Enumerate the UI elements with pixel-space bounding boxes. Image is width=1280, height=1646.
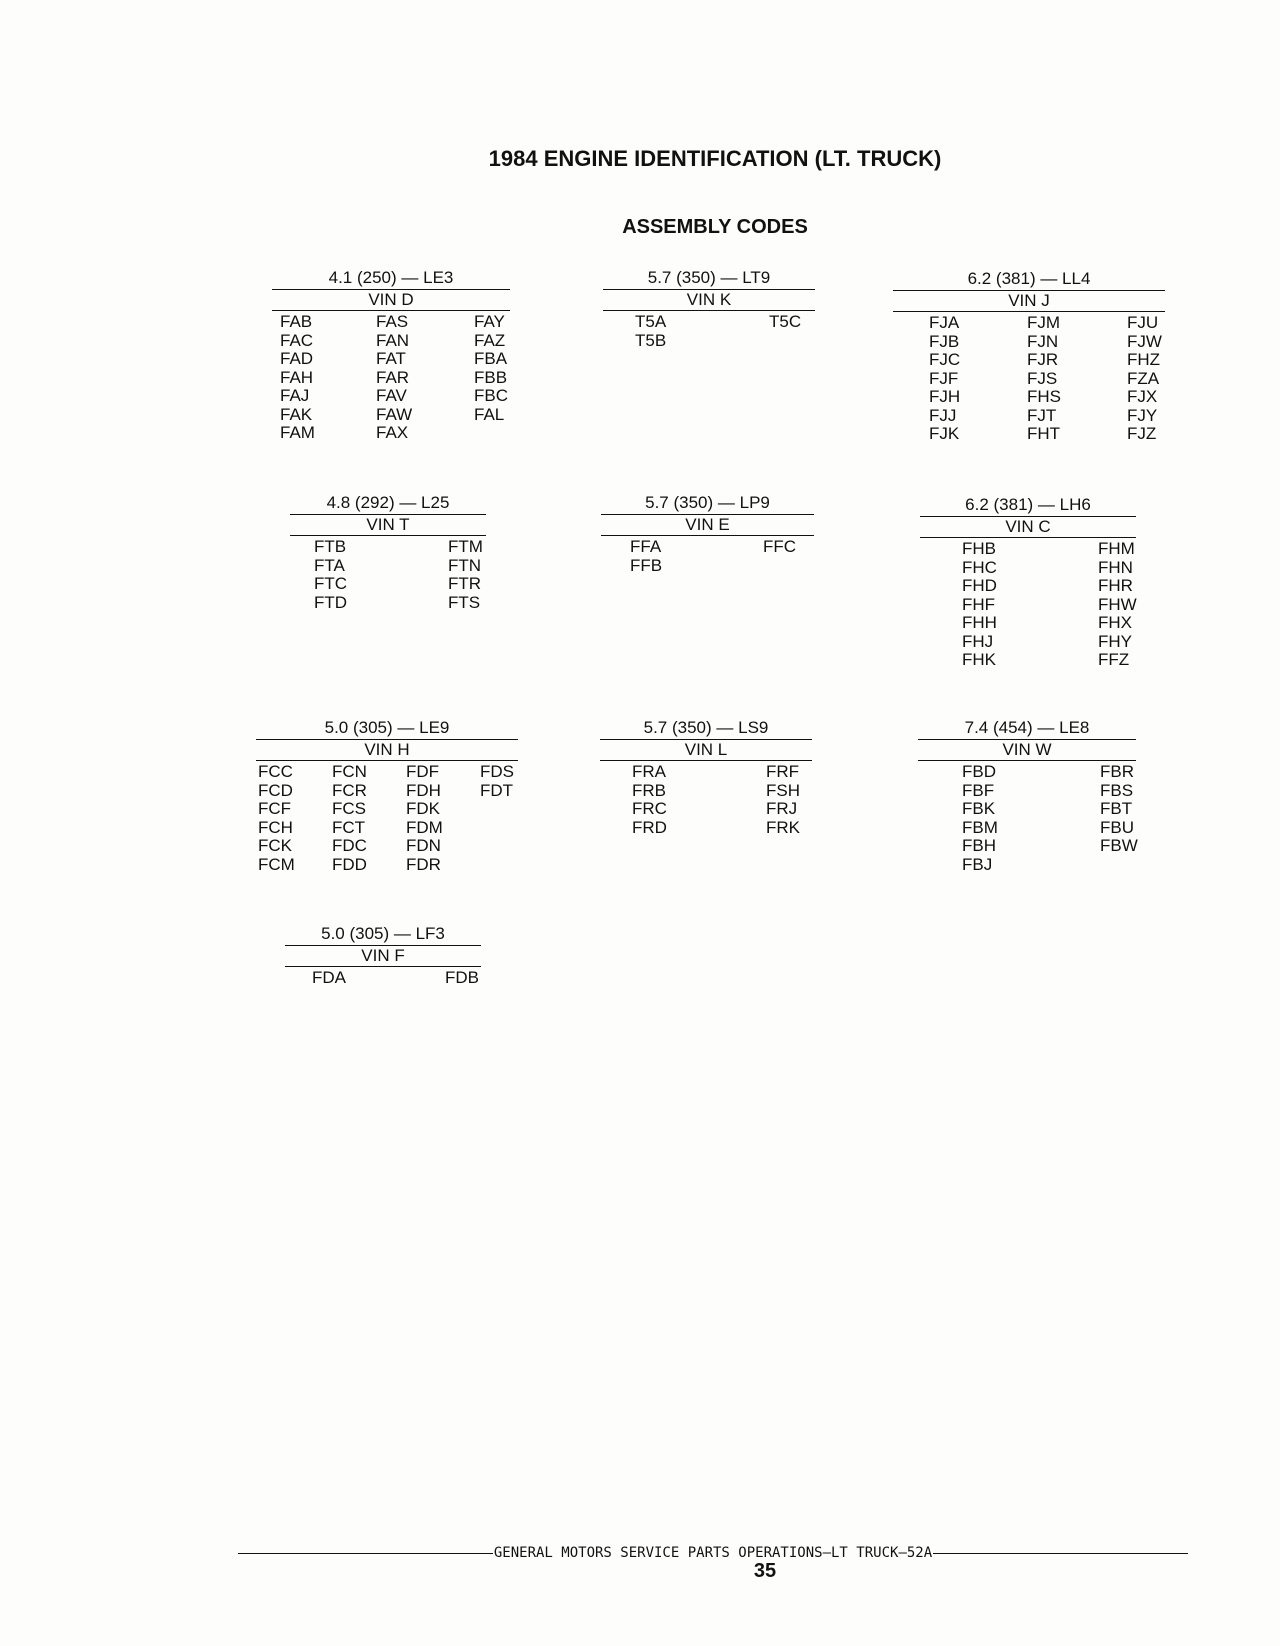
assembly-code: FHM [1098,539,1135,558]
assembly-code: FHT [1027,424,1061,443]
assembly-code: FCK [258,836,292,855]
assembly-code: FBH [962,836,996,855]
assembly-code: FTM [448,537,483,556]
assembly-code: FDS [480,762,514,781]
vin-heading: VIN W [918,740,1136,761]
assembly-code: FBT [1100,799,1133,818]
engine-heading: 5.7 (350) — LT9 [603,268,815,290]
assembly-code-list [601,538,814,575]
engine-block [893,269,1165,444]
assembly-code-list [920,540,1136,670]
assembly-code: FHB [962,539,996,558]
assembly-code: FTA [314,555,345,575]
code-column [376,313,412,443]
assembly-code: FJB [929,331,960,351]
vin-heading: VIN J [893,291,1165,312]
assembly-code: T5B [635,330,667,350]
assembly-code: FAK [280,404,313,424]
code-column [632,763,667,837]
assembly-code: FHC [962,557,997,577]
code-column [474,313,508,424]
vin-heading: VIN F [285,946,481,967]
footer [238,1545,1188,1561]
assembly-code-list [290,538,486,612]
code-column [766,763,800,837]
assembly-code: FRA [632,762,666,781]
assembly-code: FJW [1127,331,1162,351]
assembly-code: FTR [448,574,482,593]
assembly-code: FDC [332,836,367,855]
assembly-code: FCF [258,799,292,818]
assembly-code: FCM [258,854,295,874]
footer-rule-right [933,1553,1188,1554]
engine-block [272,268,510,443]
code-column [962,763,998,874]
assembly-code: FAH [280,367,314,387]
engine-heading: 4.1 (250) — LE3 [272,268,510,290]
assembly-code: FAM [280,423,315,442]
assembly-code: FRJ [766,799,798,818]
vin-heading: VIN E [601,515,814,536]
assembly-code: FBA [474,349,508,368]
code-column [332,763,367,874]
assembly-code: FBS [1100,780,1134,800]
assembly-code: FAZ [474,330,506,350]
assembly-code: FBR [1100,762,1134,781]
vin-heading: VIN T [290,515,486,536]
assembly-code: FBC [474,386,508,405]
assembly-code: FHJ [962,631,994,651]
engine-block [256,718,518,874]
code-column [406,763,443,874]
assembly-code: FHF [962,594,996,614]
code-column [1027,314,1061,444]
assembly-code: FCT [332,817,366,837]
assembly-code: FAN [376,330,410,350]
assembly-code: FAJ [280,386,310,405]
assembly-code: FRF [766,762,800,781]
assembly-code: FAY [474,312,505,331]
assembly-code: T5A [635,312,667,331]
assembly-code: FBF [962,780,995,800]
assembly-code: FDB [445,968,479,987]
assembly-code: FBW [1100,836,1138,855]
assembly-code: FAT [376,349,406,368]
engine-heading: 5.0 (305) — LF3 [285,924,481,946]
assembly-code: FDK [406,799,440,818]
assembly-code-list [893,314,1165,444]
assembly-code: FZA [1127,368,1160,388]
assembly-code: FHH [962,613,997,632]
assembly-code: FJX [1127,387,1158,406]
engine-block [918,718,1136,874]
assembly-code-list [600,763,812,837]
assembly-code: FHR [1098,576,1133,595]
engine-block [601,493,814,575]
code-column [1100,763,1138,856]
page-subtitle: ASSEMBLY CODES [622,216,808,238]
page-number: 35 [753,1560,777,1582]
assembly-code: FRC [632,799,667,818]
assembly-code: FHD [962,576,997,595]
assembly-code: FTD [314,592,348,612]
assembly-code: FHX [1098,613,1132,632]
assembly-code: FHY [1098,631,1132,651]
assembly-code-list [603,313,815,350]
vin-heading: VIN D [272,290,510,311]
assembly-code: FJR [1027,350,1059,369]
assembly-code: FDF [406,762,440,781]
assembly-code: FBJ [962,854,993,874]
engine-heading: 5.0 (305) — LE9 [256,718,518,740]
engine-heading: 7.4 (454) — LE8 [918,718,1136,740]
assembly-code: FHZ [1127,350,1161,369]
code-column [635,313,666,350]
assembly-code: FHS [1027,387,1061,406]
assembly-code: FSH [766,780,800,800]
vin-heading: VIN K [603,290,815,311]
engine-heading: 4.8 (292) — L25 [290,493,486,515]
code-column [480,763,514,800]
engine-block [603,268,815,350]
assembly-code: FJY [1127,405,1158,425]
assembly-code-list [285,969,481,988]
assembly-code: FJK [929,424,960,443]
assembly-code: FJZ [1127,424,1157,443]
assembly-code: FJS [1027,368,1058,388]
assembly-code: FCC [258,762,293,781]
vin-heading: VIN L [600,740,812,761]
engine-block [920,495,1136,670]
assembly-code: FFA [630,537,662,556]
engine-heading: 6.2 (381) — LL4 [893,269,1165,291]
assembly-code: FAR [376,367,410,387]
assembly-code: FTB [314,537,347,556]
assembly-code: FAL [474,404,505,424]
footer-text: GENERAL MOTORS SERVICE PARTS OPERATIONS—LT TRUCK—52A [493,1545,933,1561]
assembly-code: FBU [1100,817,1134,837]
assembly-code: FAW [376,404,413,424]
assembly-code: FTC [314,574,348,593]
assembly-code: FBD [962,762,996,781]
assembly-code: FAB [280,312,313,331]
assembly-code: FDA [312,968,346,987]
engine-block [290,493,486,612]
assembly-code: FFB [630,555,663,575]
assembly-code: FJA [929,313,960,332]
assembly-code: FDT [480,780,514,800]
code-column [312,969,346,988]
vin-heading: VIN C [920,517,1136,538]
code-column [445,969,479,988]
engine-block [285,924,481,988]
vin-heading: VIN H [256,740,518,761]
assembly-code: FAS [376,312,409,331]
assembly-code: FCD [258,780,293,800]
assembly-code: T5C [769,312,802,331]
assembly-code-list [272,313,510,443]
code-column [258,763,295,874]
code-column [763,538,796,557]
assembly-code: FDH [406,780,441,800]
assembly-code: FCN [332,762,367,781]
assembly-code: FDM [406,817,443,837]
assembly-code: FCH [258,817,293,837]
assembly-code: FAD [280,349,314,368]
assembly-code: FAV [376,386,407,405]
assembly-code: FJM [1027,313,1061,332]
assembly-code: FRK [766,817,800,837]
page-title: 1984 ENGINE IDENTIFICATION (LT. TRUCK) [488,146,942,171]
engine-heading: 6.2 (381) — LH6 [920,495,1136,517]
code-column [769,313,801,332]
assembly-code: FTS [448,592,481,612]
assembly-code: FJJ [929,405,957,425]
engine-heading: 5.7 (350) — LP9 [601,493,814,515]
assembly-code: FBB [474,367,508,387]
code-column [962,540,997,670]
assembly-code: FHK [962,650,996,669]
footer-rule-left [238,1553,493,1554]
assembly-code-list [256,763,518,874]
assembly-code: FRB [632,780,666,800]
code-column [929,314,960,444]
assembly-code: FDD [332,854,367,874]
code-column [1127,314,1162,444]
assembly-code: FAX [376,423,409,442]
assembly-code-list [918,763,1136,874]
assembly-code: FRD [632,817,667,837]
assembly-code: FJN [1027,331,1059,351]
assembly-code: FDR [406,854,441,874]
code-column [280,313,315,443]
assembly-code: FHN [1098,557,1133,577]
assembly-code: FDN [406,836,441,855]
assembly-code: FJU [1127,313,1159,332]
assembly-code: FHW [1098,594,1137,614]
engine-heading: 5.7 (350) — LS9 [600,718,812,740]
code-column [314,538,347,612]
assembly-code: FCS [332,799,366,818]
assembly-code: FFZ [1098,650,1130,669]
assembly-code: FTN [448,555,482,575]
assembly-code: FFC [763,537,797,556]
assembly-code: FBK [962,799,996,818]
engine-block [600,718,812,837]
assembly-code: FJF [929,368,959,388]
assembly-code: FJH [929,387,961,406]
assembly-code: FAC [280,330,314,350]
code-column [448,538,483,612]
code-column [1098,540,1137,670]
assembly-code: FJT [1027,405,1057,425]
code-column [630,538,662,575]
assembly-code: FCR [332,780,367,800]
assembly-code: FBM [962,817,998,837]
assembly-code: FJC [929,350,961,369]
